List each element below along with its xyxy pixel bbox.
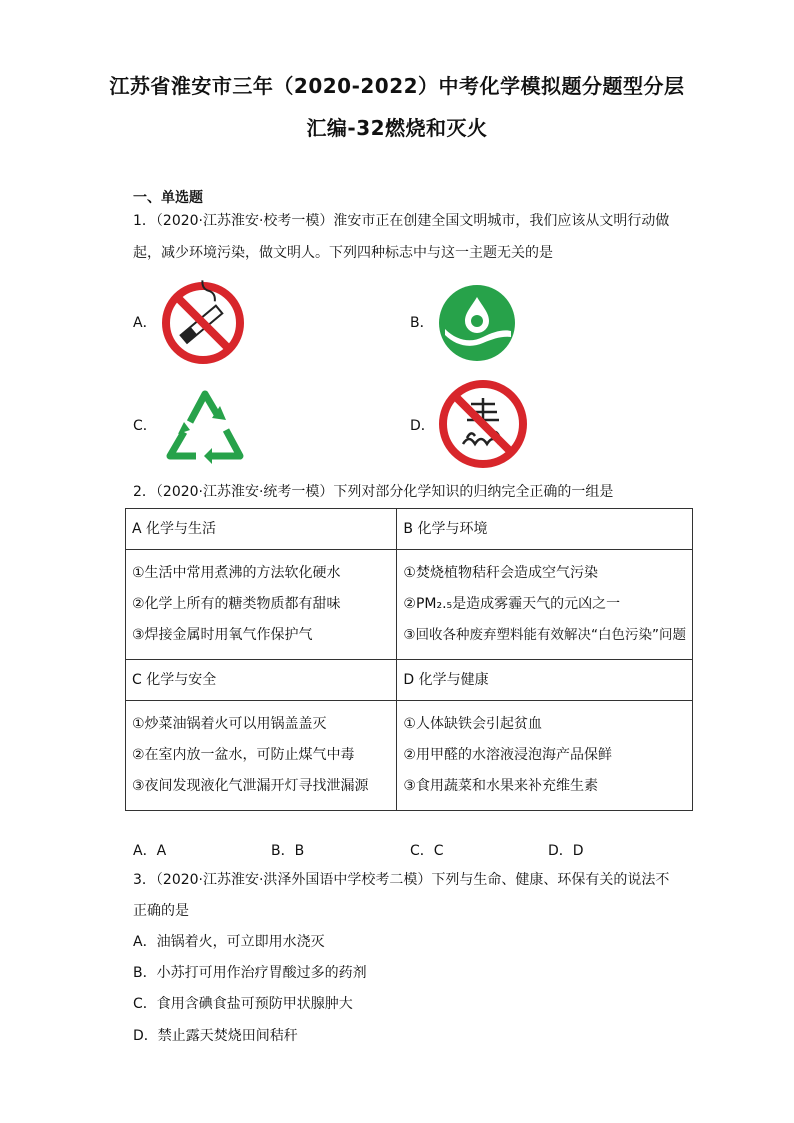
table-header-b: B 化学与环境 [397,509,693,550]
q2-answer-c[interactable]: C．C [410,843,444,859]
table-item: ①焚烧植物秸秆会造成空气污染 [403,565,598,581]
table-cell-b [397,550,693,660]
table-cell-d [397,701,693,811]
recycling-icon [160,382,250,468]
table-header-a: A 化学与生活 [126,509,397,550]
table-item: ①生活中常用煮沸的方法软化硬水 [132,565,341,581]
q1-option-d-label[interactable]: D． [410,418,435,434]
knowledge-table [125,508,693,811]
q1-stem-line1: 1．（2020·江苏淮安·校考一模）淮安市正在创建全国文明城市，我们应该从文明行动做 [133,213,670,229]
no-smoking-icon [160,280,246,366]
q2-answer-b[interactable]: B．B [271,843,305,859]
q2-answer-a[interactable]: A．A [133,843,167,859]
q1-stem-line2: 起，减少环境污染，做文明人。下列四种标志中与这一主题无关的是 [133,245,553,261]
q3-option-a[interactable]: A．油锅着火，可立即用水浇灭 [133,934,325,950]
table-item: ③回收各种废弃塑料能有效解决“白色污染”问题 [403,627,686,643]
table-header-d: D 化学与健康 [397,660,693,701]
table-item: ②在室内放一盆水，可防止煤气中毒 [132,747,355,763]
table-cell-c [126,701,397,811]
q3-option-b[interactable]: B．小苏打可用作治疗胃酸过多的药剂 [133,965,367,981]
section-heading: 一、单选题 [133,190,203,206]
q2-answer-d[interactable]: D．D [548,843,584,859]
table-item: ②用甲醛的水溶液浸泡海产品保鲜 [403,747,612,763]
q3-stem-line1: 3．（2020·江苏淮安·洪泽外国语中学校考二模）下列与生命、健康、环保有关的说法不 [133,872,670,888]
table-item: ③夜间发现液化气泄漏开灯寻找泄漏源 [132,778,369,794]
q1-option-a-label[interactable]: A． [133,315,157,331]
q3-stem-line2: 正确的是 [133,903,189,919]
q1-option-b-label[interactable]: B． [410,315,434,331]
table-item: ③食用蔬菜和水果来补充维生素 [403,778,598,794]
water-saving-icon [437,283,517,363]
table-item: ①人体缺铁会引起贫血 [403,716,542,732]
table-item: ①炒菜油锅着火可以用锅盖盖灭 [132,716,327,732]
table-item: ②PM₂.₅是造成雾霾天气的元凶之一 [403,596,621,612]
no-burning-icon [437,378,529,470]
q1-option-c-label[interactable]: C． [133,418,157,434]
table-item: ②化学上所有的糖类物质都有甜味 [132,596,341,612]
q2-stem: 2．（2020·江苏淮安·统考一模）下列对部分化学知识的归纳完全正确的一组是 [133,484,614,500]
page-title-line1: 江苏省淮安市三年（2020-2022）中考化学模拟题分题型分层 [109,74,685,98]
table-header-c: C 化学与安全 [126,660,397,701]
table-item: ③焊接金属时用氧气作保护气 [132,627,313,643]
page-title-line2: 汇编-32燃烧和灭火 [306,116,488,140]
q3-option-c[interactable]: C．食用含碘食盐可预防甲状腺肿大 [133,996,353,1012]
table-cell-a [126,550,397,660]
q3-option-d[interactable]: D．禁止露天焚烧田间秸秆 [133,1028,298,1044]
